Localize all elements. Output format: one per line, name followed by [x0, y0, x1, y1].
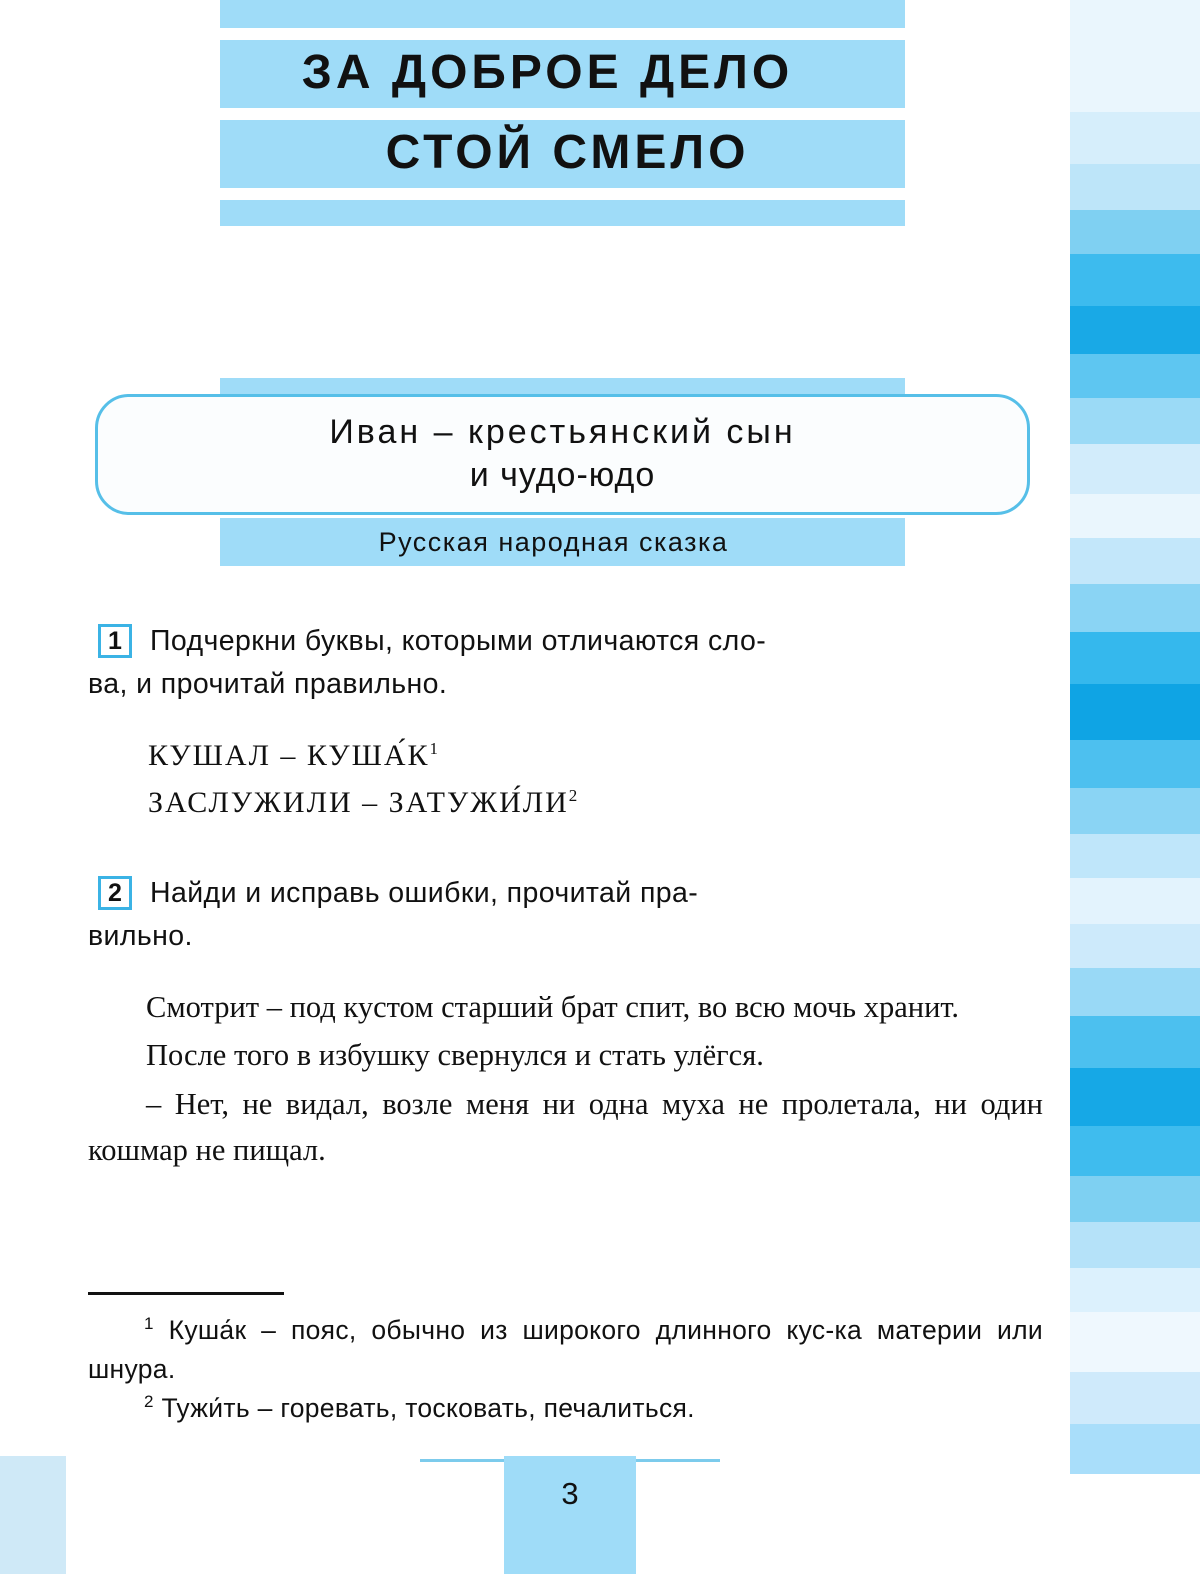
color-band-4 [1070, 210, 1200, 254]
chapter-title-line-2: СТОЙ СМЕЛО [220, 120, 905, 188]
color-band-8 [1070, 398, 1200, 444]
footnote-marker: 1 [429, 738, 439, 758]
color-band-5 [1070, 254, 1200, 306]
color-band-12 [1070, 584, 1200, 632]
color-band-27 [1070, 1312, 1200, 1372]
story-paragraph: После того в избушку свернулся и стать улёгся. [146, 1038, 764, 1073]
footnote-1-marker: 1 [144, 1314, 154, 1334]
story-paragraph: – Нет, не видал, возле меня ни одна муха не пролетала, ни один кошмар не пищал. [88, 1086, 1043, 1167]
chapter-title-banner [220, 0, 905, 226]
task-1-prompt-line-1: Подчеркни буквы, которыми отличаются сло- [150, 625, 767, 657]
color-band-29 [1070, 1424, 1200, 1474]
footnote-2-marker: 2 [144, 1392, 154, 1412]
banner-gap-3 [220, 188, 905, 200]
task-2-prompt-line-2: вильно. [88, 920, 193, 953]
banner-top-bar [220, 0, 905, 28]
exercise-list [88, 620, 1043, 1181]
color-band-16 [1070, 788, 1200, 834]
color-band-7 [1070, 354, 1200, 398]
footnote-1 [88, 1311, 1043, 1389]
color-band-10 [1070, 494, 1200, 538]
task-2-story [88, 984, 1043, 1173]
tale-subtitle: Русская народная сказка [220, 518, 905, 566]
task-1-prompt-line-2: ва, и прочитай правильно. [88, 667, 448, 700]
footnotes-section [88, 1292, 1043, 1429]
footnote-2-text: Тужи́ть – горевать, тосковать, печалиться. [161, 1393, 695, 1424]
footnote-2 [88, 1389, 1043, 1428]
banner-gap-2 [220, 108, 905, 120]
color-band-25 [1070, 1222, 1200, 1268]
word-pair-row [148, 779, 1043, 826]
word-pair-text: ЗАСЛУЖИЛИ – ЗАТУЖИ́ЛИ [148, 785, 569, 819]
page-number: 3 [561, 1476, 579, 1511]
color-band-3 [1070, 164, 1200, 210]
color-band-6 [1070, 306, 1200, 354]
color-band-17 [1070, 834, 1200, 878]
tale-title-line-2: и чудо-юдо [469, 455, 656, 494]
color-band-18 [1070, 878, 1200, 924]
color-band-14 [1070, 684, 1200, 740]
color-band-2 [1070, 112, 1200, 164]
footnote-marker: 2 [568, 785, 578, 805]
story-paragraph: Смотрит – под кустом старший брат спит, во всю мочь хранит. [146, 989, 960, 1024]
tale-title-line-1: Иван – крестьянский сын [329, 413, 796, 451]
word-pair-row [148, 732, 1043, 779]
color-band-13 [1070, 632, 1200, 684]
color-band-26 [1070, 1268, 1200, 1312]
color-band-24 [1070, 1176, 1200, 1222]
word-pair-text: КУШАЛ – КУША́К [148, 738, 430, 772]
color-band-1 [1070, 0, 1200, 112]
color-band-19 [1070, 924, 1200, 968]
task-2 [88, 872, 1043, 1173]
footnote-separator [88, 1292, 284, 1295]
color-band-20 [1070, 968, 1200, 1016]
task-1-word-pairs [88, 732, 1043, 827]
page-number-background [504, 1456, 636, 1574]
footnote-1-text: Куша́к – пояс, обычно из широкого длинного кус-ка материи или шнура. [88, 1315, 1043, 1385]
decorative-color-strip [1070, 0, 1200, 1574]
color-band-9 [1070, 444, 1200, 494]
color-band-21 [1070, 1016, 1200, 1068]
banner-gap-1 [220, 28, 905, 40]
color-band-11 [1070, 538, 1200, 584]
task-2-prompt-line-1: Найди и исправь ошибки, прочитай пра- [150, 877, 699, 910]
color-band-22 [1070, 1068, 1200, 1126]
tale-title-block [220, 378, 905, 557]
color-band-28 [1070, 1372, 1200, 1424]
task-1 [88, 620, 1043, 826]
footer-left-accent-block [0, 1456, 66, 1574]
chapter-title-line-1: ЗА ДОБРОЕ ДЕЛО [220, 40, 905, 108]
color-band-23 [1070, 1126, 1200, 1176]
banner-bottom-bar [220, 200, 905, 226]
color-band-15 [1070, 740, 1200, 788]
tale-title-card [95, 394, 1030, 515]
task-2-number: 2 [98, 876, 132, 910]
task-1-number: 1 [98, 624, 132, 658]
